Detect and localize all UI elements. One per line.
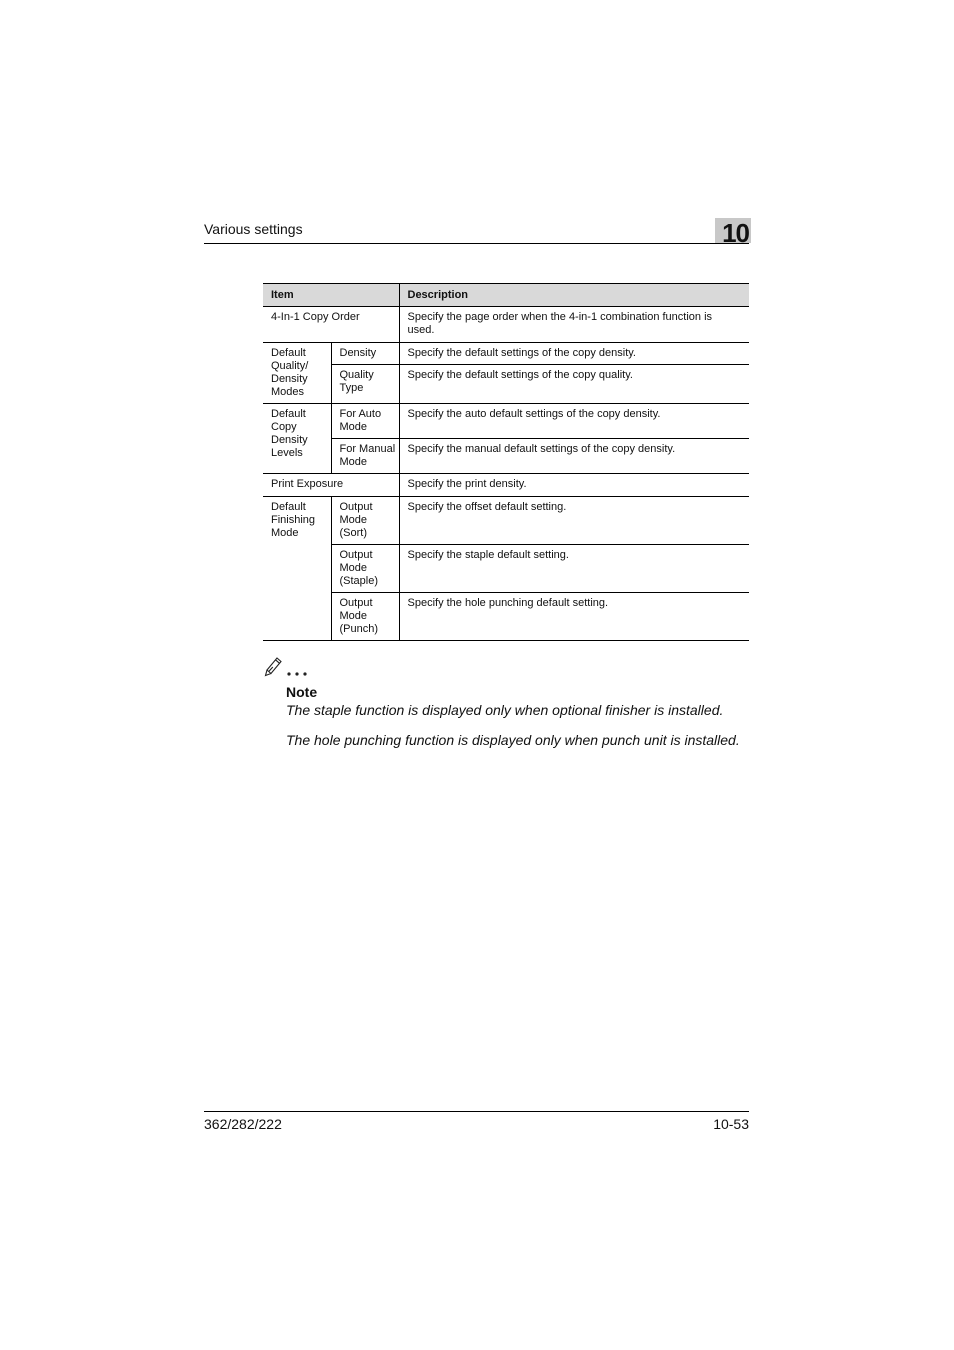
note-line: The staple function is displayed only when optional finisher is installed. xyxy=(286,702,724,718)
description-cell: Specify the offset default setting. xyxy=(399,497,749,545)
page-header xyxy=(204,218,749,248)
description-cell: Specify the default settings of the copy density. xyxy=(399,343,749,365)
description-cell: Specify the default settings of the copy quality. xyxy=(399,365,749,404)
note-title: Note xyxy=(286,684,318,700)
page-number: 10-53 xyxy=(713,1116,749,1132)
group-cell: Default Finishing Mode xyxy=(263,497,331,641)
description-cell: Specify the manual default settings of the copy density. xyxy=(399,439,749,474)
sub-item-cell: Density xyxy=(331,343,399,365)
table-row xyxy=(263,593,749,641)
sub-item-cell: Quality Type xyxy=(331,365,399,404)
table-row xyxy=(263,474,749,497)
table-row xyxy=(263,497,749,545)
sub-item-cell: Output Mode (Punch) xyxy=(331,593,399,641)
sub-item-cell: For Manual Mode xyxy=(331,439,399,474)
item-cell: 4-In-1 Copy Order xyxy=(263,307,399,343)
table-row xyxy=(263,439,749,474)
description-cell: Specify the page order when the 4-in-1 combination function is used. xyxy=(399,307,749,343)
settings-table xyxy=(263,283,749,641)
group-cell: Default Copy Density Levels xyxy=(263,404,331,474)
model-number: 362/282/222 xyxy=(204,1116,282,1132)
description-cell: Specify the hole punching default setting. xyxy=(399,593,749,641)
table-row xyxy=(263,404,749,439)
sub-item-cell: Output Mode (Sort) xyxy=(331,497,399,545)
header-item: Item xyxy=(263,284,399,307)
header-description: Description xyxy=(399,284,749,307)
table-row xyxy=(263,343,749,365)
table-header-row xyxy=(263,284,749,307)
page-footer xyxy=(204,1111,749,1134)
group-cell: Default Quality/ Density Modes xyxy=(263,343,331,404)
table-row xyxy=(263,365,749,404)
pencil-note-icon xyxy=(263,654,313,678)
sub-item-cell: Output Mode (Staple) xyxy=(331,545,399,593)
section-title: Various settings xyxy=(204,221,303,237)
note-line: The hole punching function is displayed only when punch unit is installed. xyxy=(286,732,740,748)
item-cell: Print Exposure xyxy=(263,474,399,497)
description-cell: Specify the print density. xyxy=(399,474,749,497)
description-cell: Specify the auto default settings of the copy density. xyxy=(399,404,749,439)
table-row xyxy=(263,307,749,343)
description-cell: Specify the staple default setting. xyxy=(399,545,749,593)
table-row xyxy=(263,545,749,593)
chapter-number-badge: 10 xyxy=(715,218,751,243)
sub-item-cell: For Auto Mode xyxy=(331,404,399,439)
